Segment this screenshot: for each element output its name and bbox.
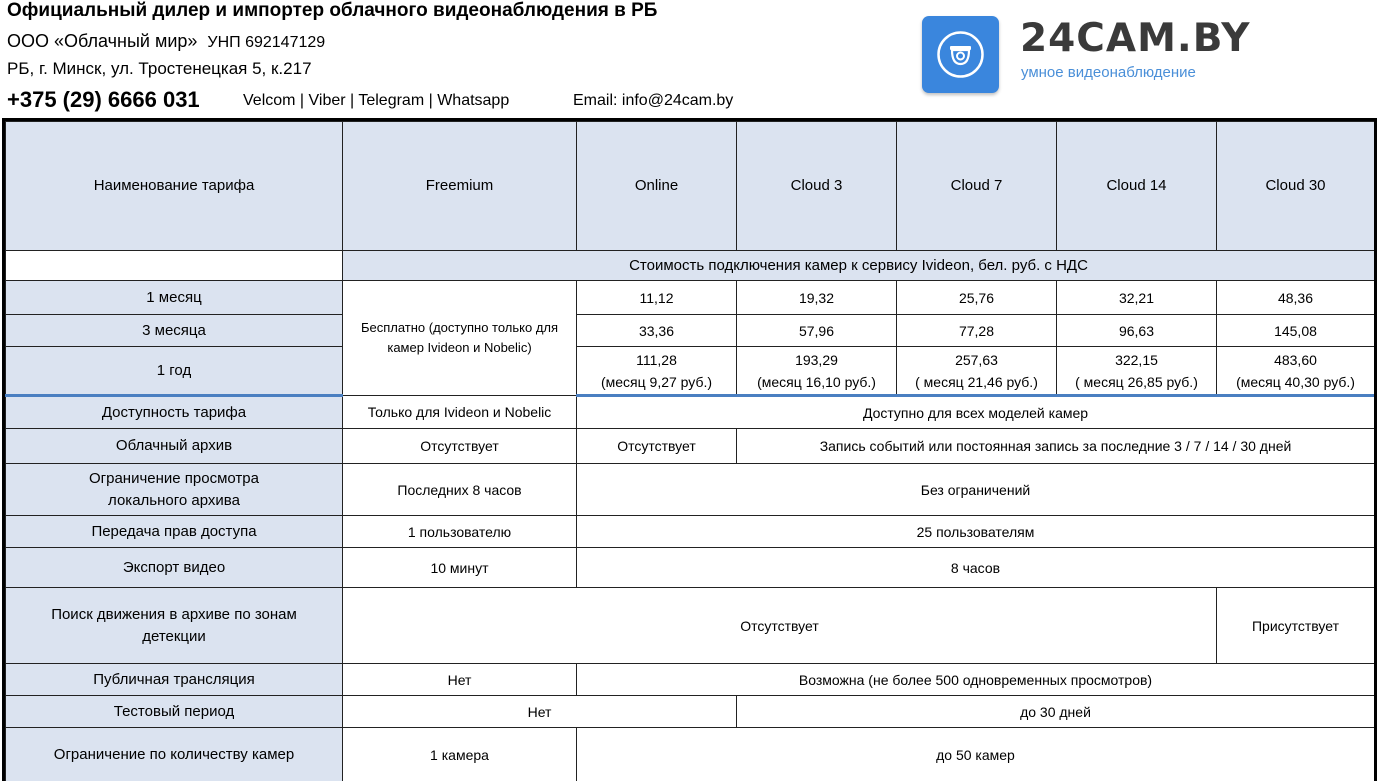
- feature-cell: Отсутствует: [577, 429, 737, 464]
- price-cell: [1057, 347, 1217, 396]
- header-cell: Cloud 3: [737, 122, 897, 251]
- row-label: Облачный архив: [6, 429, 343, 464]
- price-cell: [737, 347, 897, 396]
- price-note: ( месяц 21,46 руб.): [915, 373, 1038, 390]
- header-cell: Cloud 30: [1217, 122, 1375, 251]
- price-value: 322,15: [1115, 351, 1158, 368]
- table-row: [6, 548, 1375, 588]
- row-label: Экспорт видео: [6, 548, 343, 588]
- messenger-list: Velcom | Viber | Telegram | Whatsapp: [243, 92, 510, 109]
- price-cell: 25,76: [897, 281, 1057, 315]
- row-label: Тестовый период: [6, 696, 343, 728]
- price-cell: 57,96: [737, 315, 897, 347]
- dealer-heading: Официальный дилер и импортер облачного видеонаблюдения в РБ: [7, 0, 658, 21]
- price-value: 193,29: [795, 351, 838, 368]
- section-title: Стоимость подключения камер к сервису Ivideon, бел. руб. с НДС: [343, 251, 1375, 281]
- feature-cell: до 30 дней: [737, 696, 1375, 728]
- price-cell: 77,28: [897, 315, 1057, 347]
- feature-cell: Только для Ivideon и Nobelic: [343, 396, 577, 429]
- tariff-table-wrapper: [2, 118, 1377, 781]
- feature-cell: Запись событий или постоянная запись за последние 3 / 7 / 14 / 30 дней: [737, 429, 1375, 464]
- page-header: [0, 0, 1378, 118]
- price-cell: 32,21: [1057, 281, 1217, 315]
- table-row: [6, 696, 1375, 728]
- unp-number: УНП 692147129: [207, 34, 326, 51]
- blank-cell: [6, 251, 343, 281]
- row-label: Ограничение по количеству камер: [6, 728, 343, 781]
- feature-cell: Возможна (не более 500 одновременных просмотров): [577, 664, 1375, 696]
- table-row: [6, 281, 1375, 315]
- camera-dome-icon: [922, 16, 999, 93]
- table-row: [6, 664, 1375, 696]
- price-note: (месяц 40,30 руб.): [1236, 373, 1355, 390]
- feature-cell: Отсутствует: [343, 429, 577, 464]
- feature-cell: до 50 камер: [577, 728, 1375, 781]
- table-row: [6, 429, 1375, 464]
- feature-cell: 10 минут: [343, 548, 577, 588]
- row-label: Поиск движения в архиве по зонам детекции: [6, 588, 343, 664]
- table-row: [6, 347, 1375, 396]
- price-note: ( месяц 26,85 руб.): [1075, 373, 1198, 390]
- feature-cell: Присутствует: [1217, 588, 1375, 664]
- feature-cell: Отсутствует: [343, 588, 1217, 664]
- address-line: РБ, г. Минск, ул. Тростенецкая 5, к.217: [7, 59, 312, 78]
- price-value: 257,63: [955, 351, 998, 368]
- email-contact[interactable]: Email: info@24cam.by: [573, 92, 734, 109]
- table-row: [6, 516, 1375, 548]
- price-cell: 19,32: [737, 281, 897, 315]
- tariff-table: [5, 121, 1375, 781]
- logo-subtitle: умное видеонаблюдение: [1021, 64, 1196, 81]
- table-row: [6, 728, 1375, 781]
- price-note: (месяц 16,10 руб.): [757, 373, 876, 390]
- header-cell: Cloud 14: [1057, 122, 1217, 251]
- feature-cell: Последних 8 часов: [343, 464, 577, 516]
- feature-cell: Без ограничений: [577, 464, 1375, 516]
- price-value: 111,28: [636, 351, 677, 368]
- table-row: [6, 464, 1375, 516]
- row-label: Передача прав доступа: [6, 516, 343, 548]
- row-label: 1 месяц: [6, 281, 343, 315]
- price-note: (месяц 9,27 руб.): [600, 373, 713, 390]
- row-label: Доступность тарифа: [6, 396, 343, 429]
- company-line: [7, 31, 325, 52]
- price-cell: [577, 347, 737, 396]
- feature-cell: 1 пользователю: [343, 516, 577, 548]
- feature-cell: Доступно для всех моделей камер: [577, 396, 1375, 429]
- price-cell: 145,08: [1217, 315, 1375, 347]
- price-cell: [1217, 347, 1375, 396]
- feature-cell: Нет: [343, 696, 737, 728]
- header-cell: Freemium: [343, 122, 577, 251]
- feature-cell: 1 камера: [343, 728, 577, 781]
- table-row: [6, 588, 1375, 664]
- price-cell: 11,12: [577, 281, 737, 315]
- table-row: [6, 315, 1375, 347]
- row-label: Публичная трансляция: [6, 664, 343, 696]
- row-label: 3 месяца: [6, 315, 343, 347]
- price-cell: [897, 347, 1057, 396]
- row-label: 1 год: [6, 347, 343, 396]
- row-label: Ограничение просмотра локального архива: [6, 464, 343, 516]
- logo-badge[interactable]: [922, 16, 999, 93]
- section-row: [6, 251, 1375, 281]
- feature-cell: 25 пользователям: [577, 516, 1375, 548]
- table-header-row: [6, 122, 1375, 251]
- feature-cell: 8 часов: [577, 548, 1375, 588]
- header-cell: Online: [577, 122, 737, 251]
- price-cell: 48,36: [1217, 281, 1375, 315]
- phone-number[interactable]: +375 (29) 6666 031: [7, 87, 200, 112]
- table-row: [6, 396, 1375, 429]
- freemium-price: Бесплатно (доступно только для камер Ivideon и Nobelic): [343, 281, 577, 396]
- header-cell: Наименование тарифа: [6, 122, 343, 251]
- price-value: 483,60: [1274, 351, 1317, 368]
- price-cell: 96,63: [1057, 315, 1217, 347]
- price-cell: 33,36: [577, 315, 737, 347]
- company-name: ООО «Облачный мир»: [7, 31, 198, 51]
- header-cell: Cloud 7: [897, 122, 1057, 251]
- feature-cell: Нет: [343, 664, 577, 696]
- logo-title: 24CAM.BY: [1020, 16, 1251, 61]
